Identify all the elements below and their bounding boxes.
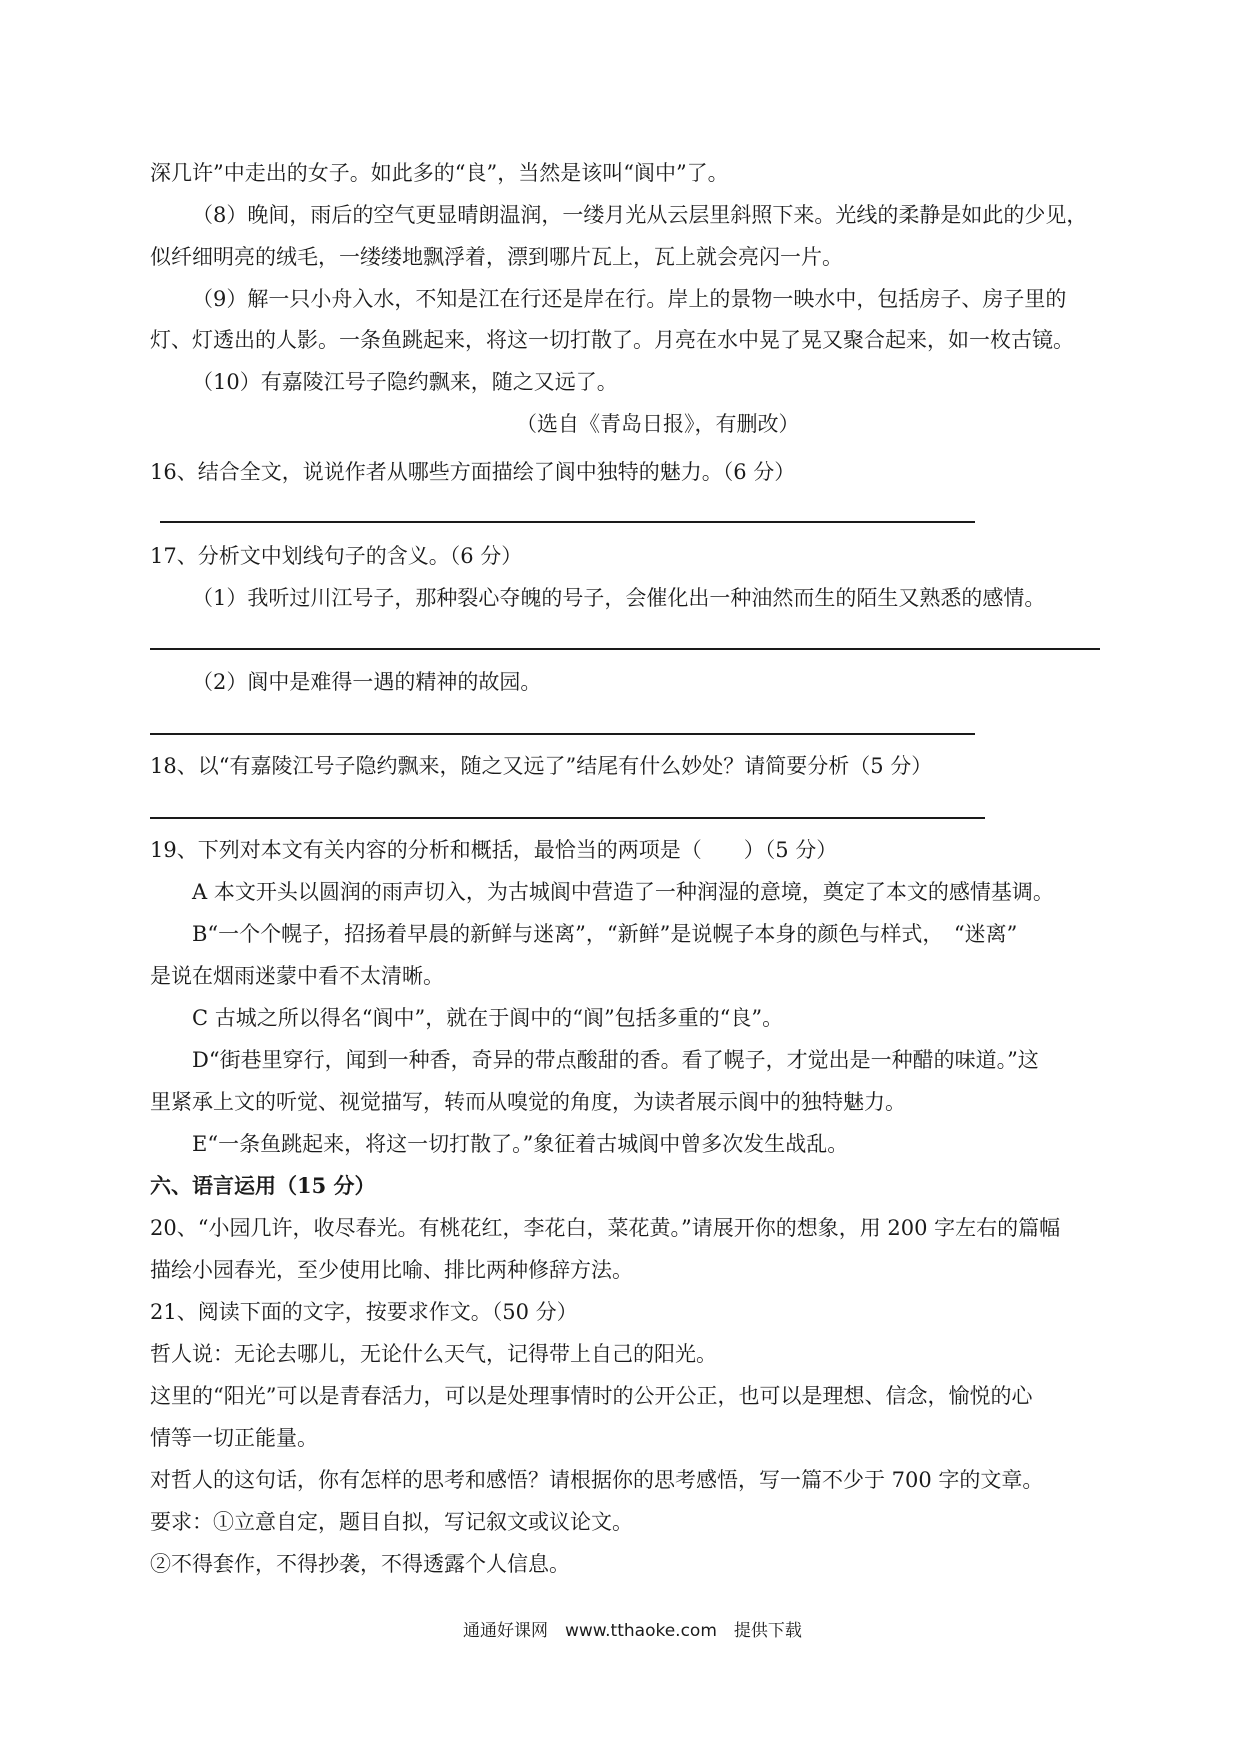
question-16: 16、结合全文，说说作者从哪些方面描绘了阆中独特的魅力。（6 分） [150, 460, 796, 484]
requirement-2: ②不得套作，不得抄袭，不得透露个人信息。 [150, 1552, 570, 1576]
option-d: D“街巷里穿行，闻到一种香，奇异的带点酸甜的香。看了幌子，才觉出是一种醋的味道。”这 [192, 1048, 1039, 1072]
source-note: （选自《青岛日报》，有删改） [516, 412, 800, 436]
option-b-cont: 是说在烟雨迷蒙中看不太清晰。 [150, 964, 444, 988]
passage-line: 深几许”中走出的女子。如此多的“良”，当然是该叫“阆中”了。 [150, 161, 729, 185]
answer-line-18 [150, 817, 985, 819]
option-b: B“一个个幌子，招扬着早晨的新鲜与迷离”，“新鲜”是说幌子本身的颜色与样式， “迷离” [192, 922, 1018, 946]
answer-line-16 [160, 521, 975, 523]
prompt-explanation-cont: 情等一切正能量。 [150, 1426, 318, 1450]
question-17-item-1: （1）我听过川江号子，那种裂心夺魄的号子，会催化出一种油然而生的陌生又熟悉的感情。 [192, 586, 1046, 610]
requirement-1: 要求：①立意自定，题目自拟，写记叙文或议论文。 [150, 1510, 633, 1534]
paragraph-9: （9）解一只小舟入水，不知是江在行还是岸在行。岸上的景物一映水中，包括房子、房子里的 [192, 287, 1067, 311]
question-18: 18、以“有嘉陵江号子隐约飘来，随之又远了”结尾有什么妙处？请简要分析（5 分） [150, 754, 933, 778]
option-c: C 古城之所以得名“阆中”，就在于阆中的“阆”包括多重的“良”。 [192, 1006, 784, 1030]
paragraph-9-cont: 灯、灯透出的人影。一条鱼跳起来，将这一切打散了。月亮在水中晃了晃又聚合起来，如一枚古镜。 [150, 328, 1074, 352]
footer-credit: 通通好课网 www.tthaoke.com 提供下载 [463, 1621, 802, 1641]
question-17-item-2: （2）阆中是难得一遇的精神的故园。 [192, 670, 542, 694]
question-20-cont: 描绘小园春光，至少使用比喻、排比两种修辞方法。 [150, 1258, 633, 1282]
prompt-task: 对哲人的这句话，你有怎样的思考和感悟？请根据你的思考感悟，写一篇不少于 700 字的文章。 [150, 1468, 1044, 1492]
answer-line-17-2 [150, 733, 975, 735]
question-21: 21、阅读下面的文字，按要求作文。（50 分） [150, 1300, 578, 1324]
paragraph-8: （8）晚间，雨后的空气更显晴朗温润，一缕月光从云层里斜照下来。光线的柔静是如此的少见， [192, 203, 1088, 227]
option-e: E“一条鱼跳起来，将这一切打散了。”象征着古城阆中曾多次发生战乱。 [192, 1132, 849, 1156]
question-17: 17、分析文中划线句子的含义。（6 分） [150, 544, 523, 568]
option-a: A 本文开头以圆润的雨声切入，为古城阆中营造了一种润湿的意境，奠定了本文的感情基调。 [192, 880, 1054, 904]
paragraph-8-cont: 似纤细明亮的绒毛，一缕缕地飘浮着，漂到哪片瓦上，瓦上就会亮闪一片。 [150, 245, 843, 269]
answer-line-17-1 [150, 648, 1100, 650]
prompt-explanation: 这里的“阳光”可以是青春活力，可以是处理事情时的公开公正，也可以是理想、信念，愉悦的心 [150, 1384, 1033, 1408]
paragraph-10: （10）有嘉陵江号子隐约飘来，随之又远了。 [192, 370, 618, 394]
option-d-cont: 里紧承上文的听觉、视觉描写，转而从嗅觉的角度，为读者展示阆中的独特魅力。 [150, 1090, 906, 1114]
section-heading: 六、语言运用（15 分） [150, 1173, 376, 1198]
question-20: 20、“小园几许，收尽春光。有桃花红，李花白，菜花黄。”请展开你的想象，用 200 字左右的篇幅 [150, 1216, 1061, 1240]
prompt-quote: 哲人说：无论去哪儿，无论什么天气，记得带上自己的阳光。 [150, 1342, 717, 1366]
question-19: 19、下列对本文有关内容的分析和概括，最恰当的两项是（ ）（5 分） [150, 838, 838, 862]
